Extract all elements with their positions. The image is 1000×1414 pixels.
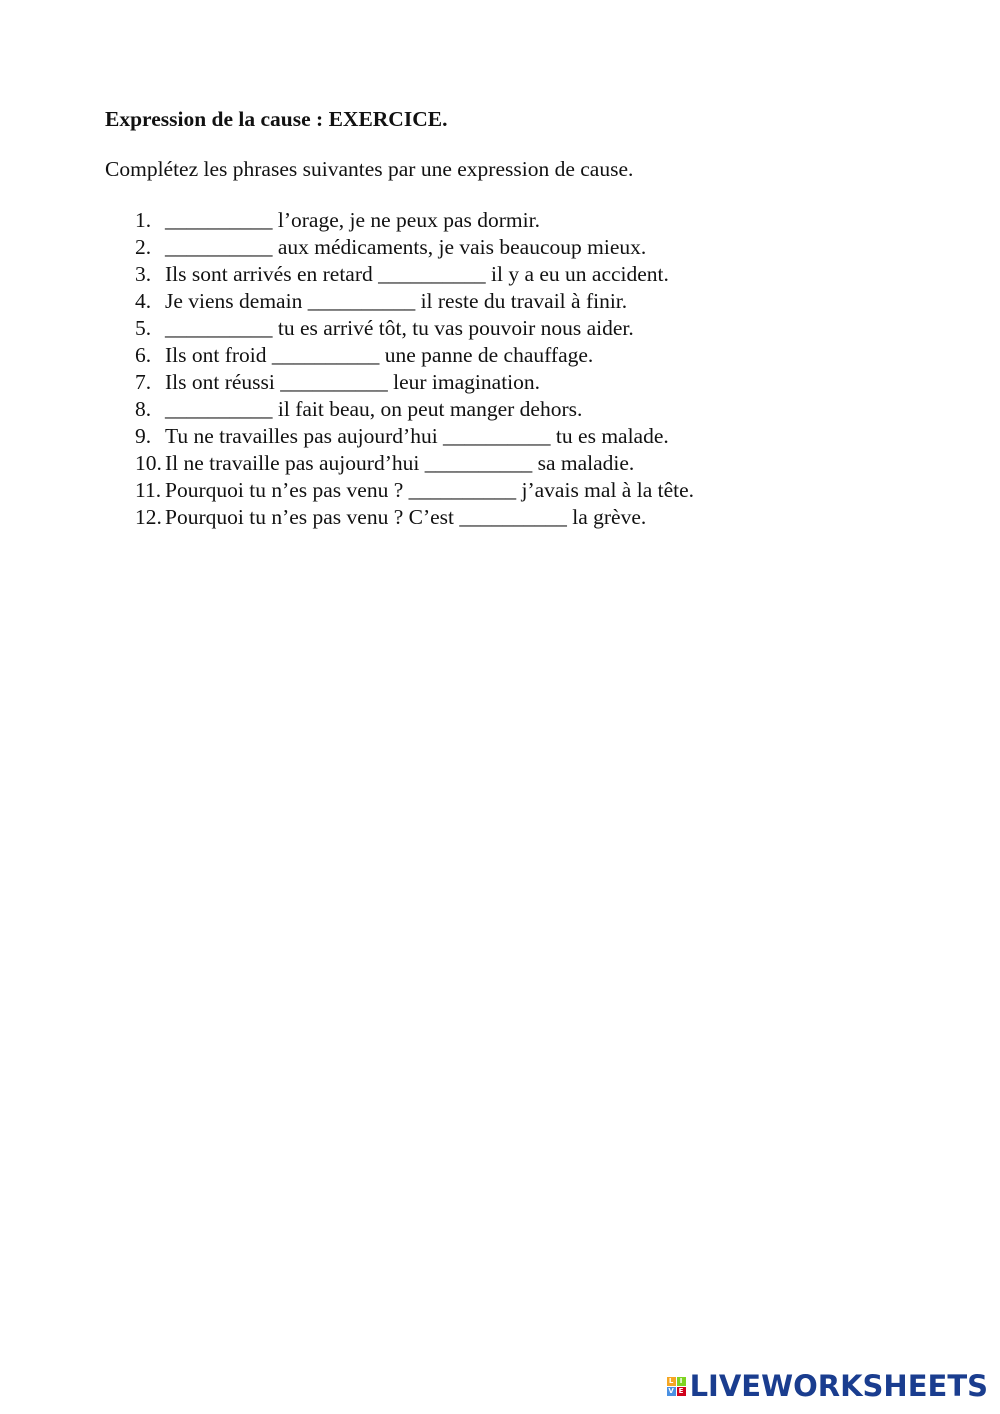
item-text: Tu ne travailles pas aujourd’hui __________ tu es malade.	[165, 424, 669, 448]
item-number: 4.	[135, 289, 152, 313]
item-number: 2.	[135, 235, 152, 259]
logo-letter: E	[677, 1387, 686, 1396]
item-number: 10.	[135, 451, 162, 475]
logo-letter: I	[677, 1377, 686, 1386]
logo-grid-icon	[667, 1377, 686, 1396]
page-title: Expression de la cause : EXERCICE.	[105, 107, 448, 131]
logo-text: LIVEWORKSHEETS	[689, 1369, 988, 1403]
item-number: 12.	[135, 505, 162, 529]
item-text: __________ tu es arrivé tôt, tu vas pouvoir nous aider.	[165, 316, 634, 340]
item-text: __________ il fait beau, on peut manger dehors.	[165, 397, 583, 421]
logo-letter: V	[668, 1386, 674, 1395]
item-number: 9.	[135, 424, 152, 448]
item-number: 6.	[135, 343, 152, 367]
item-text: Pourquoi tu n’es pas venu ? C’est __________ la grève.	[165, 505, 647, 529]
item-number: 5.	[135, 316, 152, 340]
item-text: Il ne travaille pas aujourd’hui __________ sa maladie.	[165, 451, 635, 475]
item-text: Ils ont froid __________ une panne de chauffage.	[165, 343, 594, 367]
item-text: Pourquoi tu n’es pas venu ? __________ j’avais mal à la tête.	[165, 478, 695, 502]
liveworksheets-logo	[667, 1366, 988, 1406]
item-number: 1.	[135, 208, 152, 232]
item-text: Ils ont réussi __________ leur imagination.	[165, 370, 541, 394]
item-text: __________ aux médicaments, je vais beaucoup mieux.	[165, 235, 647, 259]
item-text: Ils sont arrivés en retard __________ il y a eu un accident.	[165, 262, 669, 286]
item-number: 11.	[135, 478, 162, 502]
item-text: Je viens demain __________ il reste du travail à finir.	[165, 289, 628, 313]
item-number: 7.	[135, 370, 152, 394]
item-number: 3.	[135, 262, 152, 286]
logo-letter: L	[667, 1377, 676, 1386]
item-text: __________ l’orage, je ne peux pas dormir.	[165, 208, 540, 232]
instruction-text: Complétez les phrases suivantes par une expression de cause.	[105, 157, 634, 181]
item-number: 8.	[135, 397, 152, 421]
